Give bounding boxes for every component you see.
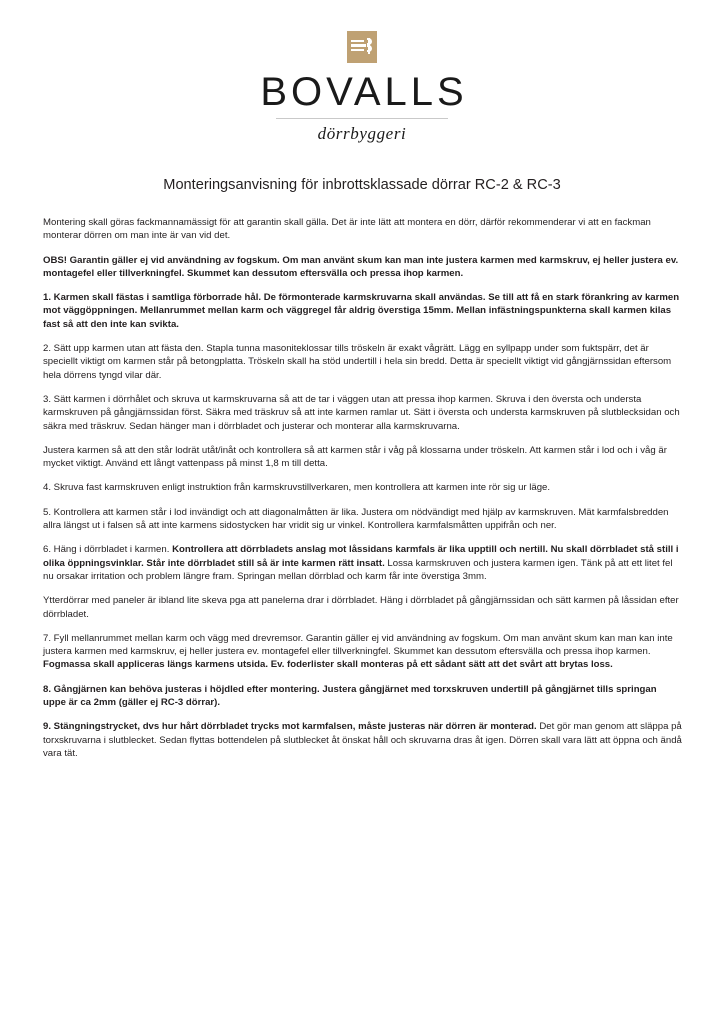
text-run-bold: 9. Stängningstrycket, dvs hur hårt dörrbladet trycks mot karmfalsen, måste justeras när dörren är monterad. <box>43 721 537 733</box>
text-run-regular: Det gör man genom att släppa på torxskruvarna i slutblecket. Sedan flyttas bottendelen på slutblecket åt önskat håll och skruvarna dras åt igen. Dörren skall vara lätt att öppna och ändå vara tät. <box>43 721 682 759</box>
text-run-bold: Fogmassa skall appliceras längs karmens utsida. Ev. foderlister skall monteras på ett sådant sätt att det svårt att brytas loss. <box>43 659 613 671</box>
brand-divider <box>276 118 448 119</box>
monogram-stripe <box>351 40 364 43</box>
document-body <box>0 216 724 760</box>
paragraph-step-7 <box>43 632 682 672</box>
paragraph-step-3-note: Justera karmen så att den står lodrät utåt/inåt och kontrollera så att karmen står i våg på klossarna under tröskeln. Att karmen står i lod och i våg är mycket viktigt. Använd ett långt vattenpass på minst 1,8 m till detta. <box>43 444 667 470</box>
page-title: Monteringsanvisning för inbrottsklassade dörrar RC-2 & RC-3 <box>163 177 561 193</box>
paragraph-step-3: 3. Sätt karmen i dörrhålet och skruva ut karmskruvarna så att de tar i väggen utan att pressa ihop karmen. Skruva i den översta och understa karmskruven på gångjärnssidan först. Säkra med träskruv så att inte karmen ramlar ut. Sätt i översta och understa karmskruven på slutblecksidan och säkra med träskruv. Sedan hänger man i dörrbladet och justerar och monterar alla karmskruvarna. <box>43 393 680 432</box>
paragraph-intro: Montering skall göras fackmannamässigt för att garantin skall gälla. Det är inte lätt att montera en dörr, därför rekommenderar vi att en fackman monterar dörren om man inte är van vid det. <box>43 217 651 242</box>
paragraph-step-8: 8. Gångjärnen kan behöva justeras i höjdled efter montering. Justera gångjärnet med torxskruven undertill på gångjärnet tills springan uppe är ca 2mm (gäller ej RC-3 dörrar). <box>43 683 657 709</box>
text-run-regular: Lossa karmskruven och justera karmen igen. Tänk på att ett litet fel nu orsakar irritation och problem längre fram. Springan mellan dörrblad och karm får inte överstiga 3mm. <box>43 557 673 582</box>
brand-header <box>0 0 724 144</box>
monogram-b-lower-bowl <box>367 45 372 52</box>
text-run-bold: Kontrollera att dörrbladets anslag mot låssidans karmfals är lika upptill och nertill. Nu skall dörrbladet stå still i olika öppningsvinklar. Står inte dörrbladet still så är inte karmen rätt insatt. <box>43 544 679 569</box>
paragraph-step-9 <box>43 720 682 760</box>
brand-tagline: dörrbyggeri <box>317 124 407 143</box>
paragraph-step-6 <box>43 543 682 583</box>
paragraph-step-4: 4. Skruva fast karmskruven enligt instruktion från karmskruvstillverkaren, men kontrollera att karmen inte rör sig ur läge. <box>43 482 551 494</box>
paragraph-step-6-note: Ytterdörrar med paneler är ibland lite skeva pga att panelerna drar i dörrbladet. Häng i dörrbladet på gångjärnssidan och sätt karmen på låssidan efter dörrbladet. <box>43 595 679 620</box>
monogram-stripe <box>351 44 366 47</box>
paragraph-step-1: 1. Karmen skall fästas i samtliga förborrade hål. De förmonterade karmskruvarna skall användas. Se till att få en stark förankring av karmen mot väggöppningen. Mellanrummet mellan karm och väggregel får aldrig överstiga 15mm. Mellan infästningspunkterna skall karmen kilas fast så att den inte kan svikta. <box>43 292 680 330</box>
monogram-b-upper-bowl <box>367 38 372 45</box>
brand-wordmark: BOVALLS <box>260 70 468 114</box>
text-run-regular: 6. Häng i dörrbladet i karmen. <box>43 544 173 556</box>
paragraph-step-5: 5. Kontrollera att karmen står i lod invändigt och att diagonalmåtten är lika. Justera om nödvändigt med hjälp av karmskruven. Mät karmfalsbredden allra längst ut i falsen så att inte karmens sidostycken har vridit sig ur vinkel. Kontrollera karmfalsmåtten uppifrån och ner. <box>43 506 669 532</box>
monogram-stripe <box>351 49 364 52</box>
paragraph-obs: OBS! Garantin gäller ej vid användning av fogskum. Om man använt skum kan man inte justera karmen med karmskruv, ej heller justera ev. montagefel eller tillverkningfel. Skummet kan dessutom eftersvälla och pressa ihop karmen. <box>43 254 679 279</box>
text-run-regular: 7. Fyll mellanrummet mellan karm och vägg med drevremsor. Garantin gäller ej vid användning av fogskum. Om man använt skum kan man kan inte justera karmen med karmskruv, ej heller justera ev. montagefel eller tillverkningfel. Skummet kan dessutom eftersvälla och pressa ihop karmen. <box>43 632 673 658</box>
paragraph-step-2: 2. Sätt upp karmen utan att fästa den. Stapla tunna masoniteklossar tills tröskeln är exakt vågrätt. Lägg en syllpapp under som fuktspärr, det är speciellt viktigt om karmen står på betongplatta. Tröskeln skall ha stöd undertill i hela sin bredd. Detta är speciellt viktigt vid gångjärnssidan eftersom hela dörrens tyngd vilar där. <box>43 343 672 381</box>
bovalls-monogram-icon <box>347 31 377 63</box>
